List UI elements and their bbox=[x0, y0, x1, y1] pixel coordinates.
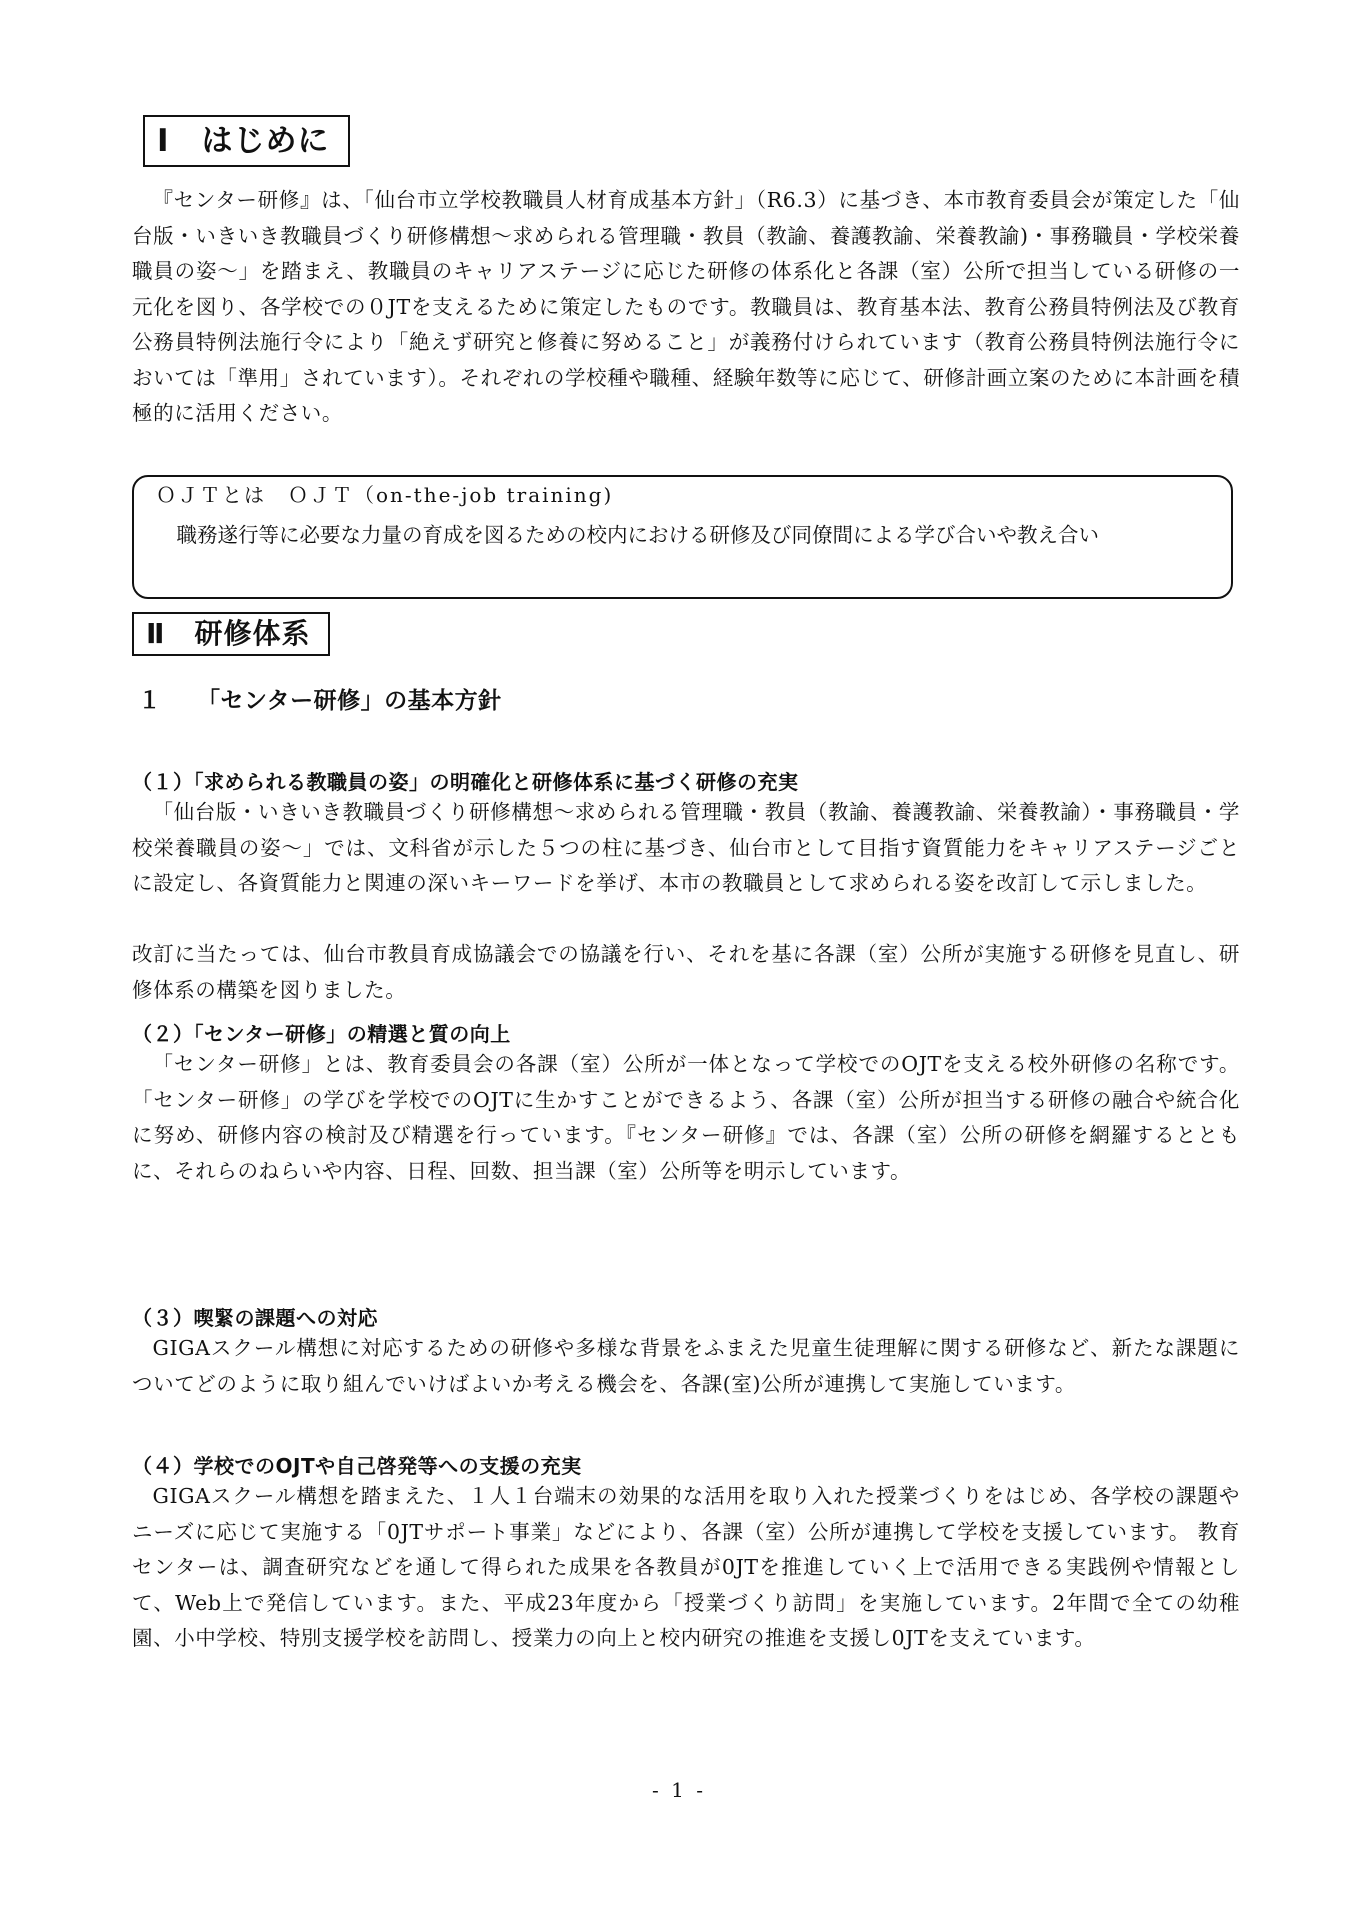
item-4-heading: （４）学校でのOJTや自己啓発等への支援の充実 bbox=[132, 1454, 582, 1478]
section-2-heading: Ⅱ 研修体系 bbox=[132, 612, 330, 656]
item-3-paragraph: GIGAスクール構想に対応するための研修や多様な背景をふまえた児童生徒理解に関する研修など、新たな課題についてどのように取り組んでいけばよいか考える機会を、各課(室)公所が連携して実施しています。 bbox=[132, 1336, 1240, 1396]
subsection-1-heading: １ 「センター研修」の基本方針 bbox=[138, 688, 502, 714]
ojt-box-title: ＯＪＴとは ＯＪＴ（on-the-job training) bbox=[156, 483, 614, 507]
item-4-paragraph: GIGAスクール構想を踏まえた、１人１台端末の効果的な活用を取り入れた授業づくりをはじめ、各学校の課題やニーズに応じて実施する「0JTサポート事業」などにより、各課（室）公所が連携して学校を支援しています。 教育センターは、調査研究などを通して得られた成果を各教員が0JTを推進していく上で活用できる実践例や情報として、Web上で発信しています。また、平成23年度から「授業づくり訪問」を実施しています。2年間で全ての幼稚園、小中学校、特別支援学校を訪問し、授業力の向上と校内研究の推進を支援し0JTを支えています。 bbox=[132, 1484, 1240, 1650]
item-3-heading: （３）喫緊の課題への対応 bbox=[132, 1306, 378, 1330]
section-1-heading: Ⅰ はじめに bbox=[143, 115, 350, 167]
item-2-paragraph: 「センター研修」とは、教育委員会の各課（室）公所が一体となって学校でのOJTを支える校外研修の名称です。「センター研修」の学びを学校でのOJTに生かすことができるよう、各課（室）公所が担当する研修の融合や統合化に努め、研修内容の検討及び精選を行っています。『センター研修』では、各課（室）公所の研修を網羅するとともに、それらのねらいや内容、日程、回数、担当課（室）公所等を明示しています。 bbox=[132, 1052, 1240, 1183]
item-1-paragraph: 「仙台版・いきいき教職員づくり研修構想～求められる管理職・教員（教諭、養護教諭、栄養教諭）・事務職員・学校栄養職員の姿～」では、文科省が示した５つの柱に基づき、仙台市として目指す資質能力をキャリアステージごとに設定し、各資質能力と関連の深いキーワードを挙げ、本市の教職員として求められる姿を改訂して示しました。 bbox=[132, 800, 1240, 895]
ojt-definition-box bbox=[132, 475, 1233, 599]
item-1-paragraph-2: 改訂に当たっては、仙台市教員育成協議会での協議を行い、それを基に各課（室）公所が実施する研修を見直し、研修体系の構築を図りました。 bbox=[132, 942, 1240, 1002]
intro-paragraph: 『センター研修』は、「仙台市立学校教職員人材育成基本方針」（R6.3）に基づき、本市教育委員会が策定した「仙台版・いきいき教職員づくり研修構想～求められる管理職・教員（教諭、養護教諭、栄養教諭)・事務職員・学校栄養職員の姿～」を踏まえ、教職員のキャリアステージに応じた研修の体系化と各課（室）公所で担当している研修の一元化を図り、各学校での０JTを支えるために策定したものです。教職員は、教育基本法、教育公務員特例法及び教育公務員特例法施行令により「絶えず研究と修養に努めること」が義務付けられています（教育公務員特例法施行令においては「準用」されています）。それぞれの学校種や職種、経験年数等に応じて、研修計画立案のために本計画を積極的に活用ください。 bbox=[132, 188, 1240, 425]
page-number: - 1 - bbox=[652, 1778, 706, 1802]
item-1-heading: （１）「求められる教職員の姿」の明確化と研修体系に基づく研修の充実 bbox=[132, 770, 799, 794]
item-2-heading: （２）「センター研修」の精選と質の向上 bbox=[132, 1022, 511, 1046]
ojt-box-body: 職務遂行等に必要な力量の育成を図るための校内における研修及び同僚間による学び合いや教え合い bbox=[156, 523, 1099, 547]
